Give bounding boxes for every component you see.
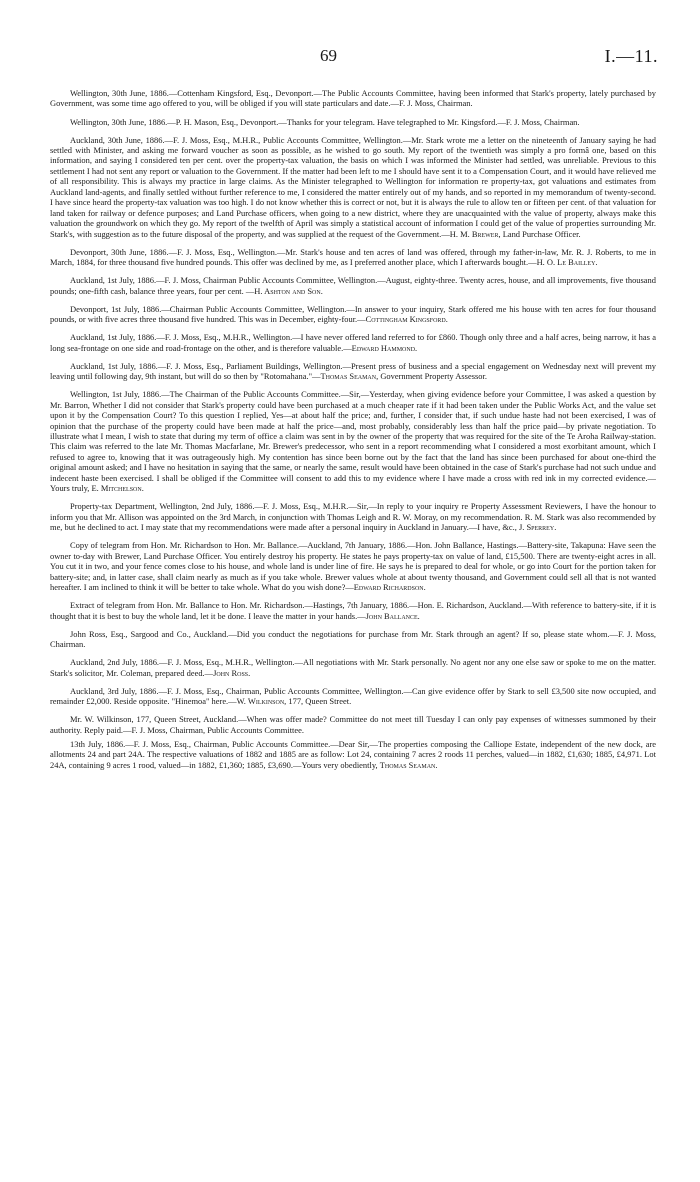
telegram-paragraph: Wellington, 30th June, 1886.—P. H. Mason, Esq., Devonport.—Thanks for your telegram. Have telegraphed to Mr. Kingsford.—F. J. Moss, Chairman. (70, 116, 580, 127)
signature: H. O. Le Bailley (536, 257, 596, 268)
page-header (0, 46, 700, 70)
document-body (50, 88, 656, 778)
signature: W. Wilkinson (236, 696, 285, 707)
signature: H. M. Brewer (449, 228, 499, 239)
page-reference: I.—11. (604, 46, 658, 66)
telegram-paragraph: Copy of telegram from Hon. Mr. Richardson to Hon. Mr. Ballance.—Auckland, 7th January, 1886.—Hon. John Ballance, Hastings.—Battery-site, Takapuna: Have seen the owner to-day with Brewer, Land Purchase Officer. You entirely destroy his property. He states he pays property-tax on value of land, £15,500. There are twenty-eight acres in all. You cut it in two, and your fence comes close to his house, and whole land is under line of fire. He says he is prepared to deal for whole, or go into Court for the portion taken for battery-site; and, in latter case, shall claim nearly as much as if you take whole. Brewer values whole at about twenty thousand, and Government could sell all that is not wanted hereafter. I am inclined to think it will be better to take whole. What do you wish done?—Edward Richardson. (50, 540, 656, 593)
signature: J. Sperrey (518, 522, 555, 533)
telegram-paragraph: Mr. W. Wilkinson, 177, Queen Street, Auckland.—When was offer made? Committee do not meet till Tuesday I can only pay expenses of witnesses summoned by their authority. Reply paid.—F. J. Moss, Chairman, Public Accounts Committee. (50, 714, 656, 735)
letter-paragraph: Property-tax Department, Wellington, 2nd July, 1886.—F. J. Moss, Esq., M.H.R.—Sir,—In reply to your inquiry re Property Assessment Reviewers, I have the honour to inform you that Mr. Allison was appointed on the 3rd March, in conjunction with Thomas Leigh and R. W. Moray, on my recommendation. R. M. Stark was also recommended by me, but he declined to act. I may state that my recommendations were made after a personal inquiry in Auckland in January.—I have, &c., J. Sperrey. (50, 501, 656, 533)
letter-paragraph: Wellington, 1st July, 1886.—The Chairman of the Public Accounts Committee.—Sir,—Yesterday, when giving evidence before your Committee, I was asked a question by Mr. Barron, Whether I did not consider that Stark's property could have been purchased at a much cheaper rate if it had been taken under the Public Works Act, and the value set upon it by the Compensation Court? To this question I replied, Yes—at about half the price; and, further, I consider that, if such undue haste had not been exercised, I was of opinion that the purchase of the property could have been made at half the price—and, most probably, considerably less than half the price paid—by private negotiation. To illustrate what I mean, I wish to state that during my term of office a claim was sent in by the owner of the property that was required for the site of the Te Aroha Railway-station. This claim was referred to the late Mr. Thomas Macfarlane, Mr. Brewer's predecessor, who sent in a report recommending what I considered a most exorbitant amount, which I refused to agree to, knowing that it was outrageously high. My contention has since been borne out by the fact that the land has since been purchased for about one-third the original amount asked; and I have no hesitation in saying that the same, or nearly the same, result would have been obtained in the case of Stark's purchase had not such undue and indecent haste been exercised. I shall be obliged if the Committee will consent to add this to my evidence where I have made a cross with red ink in my corrected evidence.—Yours truly, E. Mitchelson. (50, 389, 656, 494)
signature: E. Mitchelson (91, 483, 142, 494)
telegram-paragraph: Devonport, 1st July, 1886.—Chairman Public Accounts Committee, Wellington.—In answer to your inquiry, Stark offered me his house with ten acres for four thousand pounds, or with five acres three thousand five hundred. This was in December, eighty-four.—Cottingham Kingsford. (50, 303, 656, 325)
signature: Edward Hammond (351, 342, 416, 353)
letter-paragraph: 13th July, 1886.—F. J. Moss, Esq., Chairman, Public Accounts Committee.—Dear Sir,—The properties composing the Calliope Estate, independent of the new dock, are allotments 24 and part 24A. The respective valuations of 1882 and 1885 are as follow: Lot 24, containing 7 acres 2 roods 11 perches, valued—in 1882, £1,630; 1885, £4,971. Lot 24A, containing 9 acres 1 rood, valued—in 1882, £1,360; 1885, £3,690.—Yours very obediently, Thomas Seaman. (50, 739, 656, 770)
telegram-paragraph: Wellington, 30th June, 1886.—Cottenham Kingsford, Esq., Devonport.—The Public Accounts Committee, having been informed that Stark's property, lately purchased by Government, was some time ago offered to you, will be obliged if you will state particulars and date.—F. J. Moss, Chairman. (50, 88, 656, 109)
signature: Edward Richardson (353, 582, 424, 593)
signature: Thomas Seaman (379, 759, 436, 770)
signature: John Ballance (365, 610, 418, 621)
telegram-paragraph: Extract of telegram from Hon. Mr. Ballance to Hon. Mr. Richardson.—Hastings, 7th January, 1886.—Hon. E. Richardson, Auckland.—With reference to battery-site, if it is thought that it is best to buy the whole land, let it be done. I leave the matter in your hands.—John Ballance. (50, 600, 656, 621)
telegram-paragraph: Auckland, 1st July, 1886.—F. J. Moss, Esq., Parliament Buildings, Wellington.—Present press of business and a special engagement on Wednesday next will prevent my leaving until following day, 9th instant, but will do so then by "Rotomahana."—Thomas Seaman, Government Property Assessor. (50, 360, 656, 382)
telegram-paragraph: Auckland, 1st July, 1886.—F. J. Moss, Chairman Public Accounts Committee, Wellington.—August, eighty-three. Twenty acres, house, and all improvements, five thousand pounds; one-fifth cash, balance three years, four per cent. —H. Ashton and Son. (50, 275, 656, 296)
telegram-paragraph: Auckland, 2nd July, 1886.—F. J. Moss, Esq., M.H.R., Wellington.—All negotiations with Mr. Stark personally. No agent nor any one else saw or spoke to me on the matter. Stark's solicitor, Mr. Coleman, prepared deed.—John Ross. (50, 657, 656, 678)
page-number: 69 (320, 46, 337, 65)
signature: Cottingham Kingsford (365, 314, 446, 325)
telegram-paragraph: Auckland, 1st July, 1886.—F. J. Moss, Esq., M.H.R., Wellington.—I have never offered land referred to for £860. Though only three and a half acres, being narrow, it has a long sea-frontage on one side and road-frontage on the other, and is therefore valuable.—Edward Hammond. (50, 332, 656, 353)
signature: John Ross (213, 667, 249, 678)
signature: Thomas Seaman (320, 371, 377, 382)
signature: H. Ashton and Son (254, 285, 321, 296)
telegram-paragraph: Auckland, 3rd July, 1886.—F. J. Moss, Esq., Chairman, Public Accounts Committee, Wellington.—Can give evidence offer by Stark to sell £3,500 site now occupied, and remainder £2,000. Reside opposite. "Hinemoa" here.—W. Wilkinson, 177, Queen Street. (50, 685, 656, 707)
telegram-paragraph: Auckland, 30th June, 1886.—F. J. Moss, Esq., M.H.R., Public Accounts Committee, Wellington.—Mr. Stark wrote me a letter on the nineteenth of January saying he had settled with Minister, and asking me forward voucher as soon as possible, as he wished to go south. My report of the twentieth was simply a pro formâ one, based on this information, and saying I considered ten per cent. over the property-tax valuation, the basis on which I was informed the Minister had settled, was unreliable. Previous to this settlement I had not sent any report or valuation to the Government. If the matter had been left to me I should have sent it to a Compensation Court, and it would have relieved me of all responsibility. This is always my practice in large claims. As the Minister telegraphed to Wellington for information re property-tax, got valuations and estimates from Auckland land-agents, and finally settled without further reference to me, I considered the matter entirely out of my hands, and so reported in my memorandum of twenty-second. I have since heard the property-tax valuation was too high. I do not know whether this is correct or not, but it is always the rule to allow ten or fifteen per cent. of that valuation for land taken for railway or defence purposes; and Land Purchase officers, when going to a new district, where they are unacquainted with the value of property, always make this valuation the groundwork on which they go. My report of the twelfth of April was simply a statistical account of information I could get of the value of properties surrounding Mr. Stark's, with suggestion as to the future disposal of the property, and was supplied at the request of the Government.—H. M. Brewer, Land Purchase Officer. (50, 134, 656, 239)
telegram-paragraph: John Ross, Esq., Sargood and Co., Auckland.—Did you conduct the negotiations for purchase from Mr. Stark through an agent? If so, please state whom.—F. J. Moss, Chairman. (50, 628, 656, 650)
telegram-paragraph: Devonport, 30th June, 1886.—F. J. Moss, Esq., Wellington.—Mr. Stark's house and ten acres of land was offered, through my father-in-law, Mr. R. J. Roberts, to me in March, 1884, for three thousand five hundred pounds. This offer was declined by me, as I preferred another place, which I afterwards bought.—H. O. Le Bailley. (50, 246, 656, 268)
